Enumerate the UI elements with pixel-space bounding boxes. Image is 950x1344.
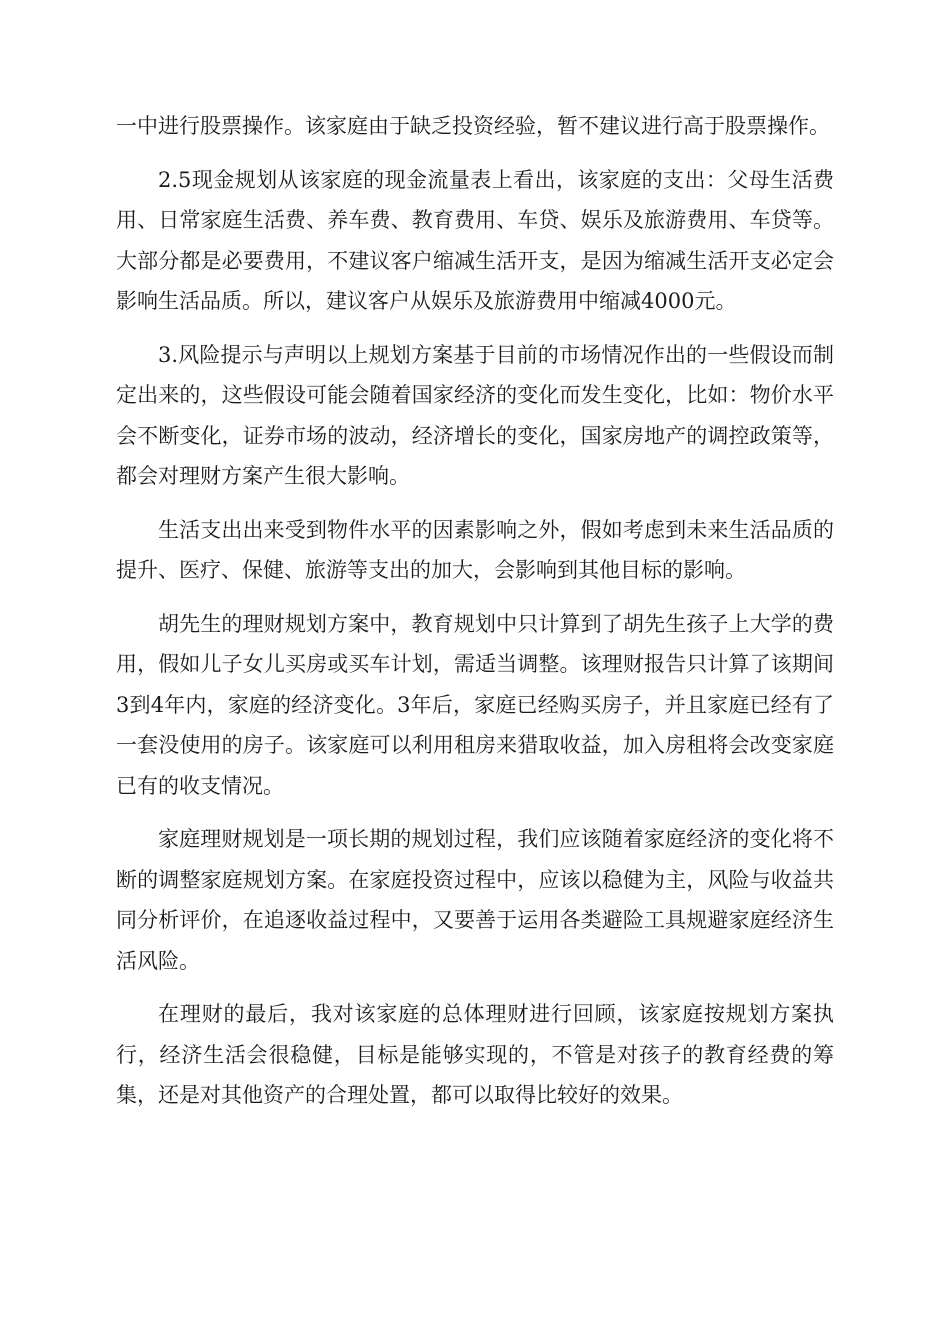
paragraph-conclusion: 在理财的最后，我对该家庭的总体理财进行回顾，该家庭按规划方案执行，经济生活会很稳健，目标是能够实现的，不管是对孩子的教育经费的筹集，还是对其他资产的合理处置，都可以取得比较好的效果。 <box>116 1002 834 1107</box>
paragraph-stock-operation: 一中进行股票操作。该家庭由于缺乏投资经验，暂不建议进行高于股票操作。 <box>116 114 830 138</box>
paragraph-living-expenses: 生活支出出来受到物件水平的因素影响之外，假如考虑到未来生活品质的提升、医疗、保健、旅游等支出的加大，会影响到其他目标的影响。 <box>116 517 834 582</box>
paragraph-cash-planning: 2.5现金规划从该家庭的现金流量表上看出，该家庭的支出：父母生活费用、日常家庭生活费、养车费、教育费用、车贷、娱乐及旅游费用、车贷等。大部分都是必要费用，不建议客户缩减生活开支，是因为缩减生活开支必定会影响生活品质。所以，建议客户从娱乐及旅游费用中缩减4000元。 <box>116 167 834 313</box>
document-body <box>116 106 834 1129</box>
paragraph-education-planning: 胡先生的理财规划方案中，教育规划中只计算到了胡先生孩子上大学的费用，假如儿子女儿买房或买车计划，需适当调整。该理财报告只计算了该期间3到4年内，家庭的经济变化。3年后，家庭已经购买房子，并且家庭已经有了一套没使用的房子。该家庭可以利用租房来猎取收益，加入房租将会改变家庭已有的收支情况。 <box>116 611 834 798</box>
paragraph-risk-statement: 3.风险提示与声明以上规划方案基于目前的市场情况作出的一些假设而制定出来的，这些假设可能会随着国家经济的变化而发生变化，比如：物价水平会不断变化，证券市场的波动，经济增长的变化，国家房地产的调控政策等，都会对理财方案产生很大影响。 <box>116 342 834 488</box>
paragraph-long-term-planning: 家庭理财规划是一项长期的规划过程，我们应该随着家庭经济的变化将不断的调整家庭规划方案。在家庭投资过程中，应该以稳健为主，风险与收益共同分析评价，在追逐收益过程中，又要善于运用各类避险工具规避家庭经济生活风险。 <box>116 827 834 973</box>
